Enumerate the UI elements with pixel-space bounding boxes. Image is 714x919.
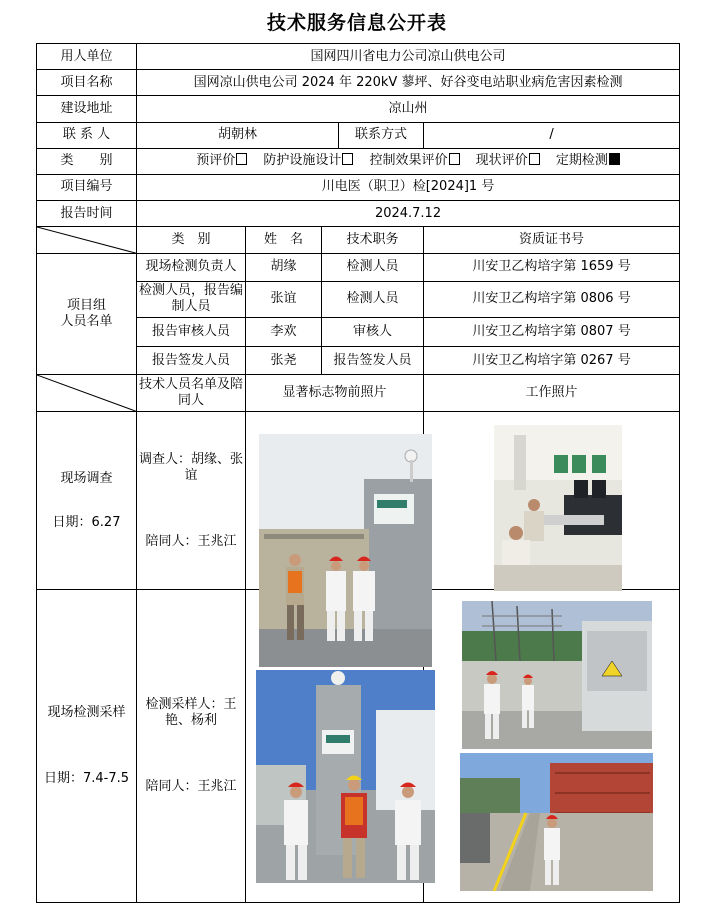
team-cert: 川安卫乙构培字第 1659 号 [424,254,680,281]
project-no-value: 川电医（职卫）检[2024]1 号 [137,174,680,200]
survey-stage-cell [37,412,137,589]
contact-label: 联 系 人 [37,122,137,148]
diagonal-header-cell [37,227,137,254]
team-title: 报告签发人员 [322,347,424,375]
team-title: 审核人 [322,317,424,346]
photos-header-landmark: 显著标志物前照片 [246,375,424,412]
report-time-value: 2024.7.12 [137,201,680,227]
team-name: 李欢 [246,317,322,346]
team-header-cert: 资质证书号 [424,227,680,254]
team-cert: 川安卫乙构培字第 0267 号 [424,347,680,375]
sampling-work-photo-2 [460,753,653,891]
category-options [137,148,680,174]
report-time-label: 报告时间 [37,201,137,227]
team-role: 报告审核人员 [137,317,246,346]
sampling-date: 日期：7.4-7.5 [43,770,130,786]
survey-landmark-photo [259,434,432,667]
checkbox-empty-icon[interactable] [342,153,353,165]
checkbox-empty-icon[interactable] [449,153,460,165]
client-value: 国网四川省电力公司凉山供电公司 [137,44,680,70]
category-label: 类 别 [37,148,137,174]
client-label: 用人单位 [37,44,137,70]
survey-investigators: 调查人：胡缘、张谊 [139,451,244,483]
project-name-value: 国网凉山供电公司 2024 年 220kV 蓼坪、好谷变电站职业病危害因素检测 [137,70,680,96]
team-role: 检测人员，报告编制人员 [137,281,246,317]
category-option[interactable]: 预评价 [196,153,247,168]
sampling-companion: 陪同人：王兆江 [145,778,237,794]
sampling-landmark-photo [256,670,435,883]
project-no-label: 项目编号 [37,174,137,200]
team-title: 检测人员 [322,281,424,317]
team-name: 张谊 [246,281,322,317]
team-header-role: 类 别 [137,227,246,254]
photos-header-staff: 技术人员名单及陪同人 [137,375,246,412]
address-label: 建设地址 [37,96,137,122]
page-title: 技术服务信息公开表 [266,12,447,34]
category-option[interactable]: 现状评价 [476,153,540,168]
team-header-name: 姓 名 [246,227,322,254]
checkbox-checked-icon[interactable] [609,153,620,165]
sampling-samplers: 检测采样人：王艳、杨利 [145,696,237,728]
address-value: 凉山州 [137,96,680,122]
contact-method-label: 联系方式 [339,122,424,148]
survey-stage: 现场调查 [60,470,113,486]
sampling-staff-cell [137,589,246,902]
diagonal-header-cell [37,375,137,412]
team-name: 张尧 [246,347,322,375]
team-role: 报告签发人员 [137,347,246,375]
team-cert: 川安卫乙构培字第 0806 号 [424,281,680,317]
sampling-stage: 现场检测采样 [47,704,126,720]
team-header-title: 技术职务 [322,227,424,254]
category-option[interactable]: 控制效果评价 [370,153,460,168]
sampling-work-photo-1 [462,601,652,749]
team-group-label: 项目组 人员名单 [37,254,137,375]
team-title: 检测人员 [322,254,424,281]
survey-companion: 陪同人：王兆江 [145,533,237,549]
survey-date: 日期：6.27 [52,514,121,530]
team-role: 现场检测负责人 [137,254,246,281]
sampling-stage-cell [37,589,137,902]
team-name: 胡缘 [246,254,322,281]
checkbox-empty-icon[interactable] [529,153,540,165]
contact-method-value: / [424,122,680,148]
category-option[interactable]: 防护设施设计 [263,153,353,168]
survey-staff-cell [137,412,246,589]
checkbox-empty-icon[interactable] [236,153,247,165]
category-option[interactable]: 定期检测 [556,153,620,168]
project-name-label: 项目名称 [37,70,137,96]
contact-value: 胡朝林 [137,122,339,148]
photos-header-work: 工作照片 [424,375,680,412]
team-cert: 川安卫乙构培字第 0807 号 [424,317,680,346]
survey-work-photo [494,425,622,591]
